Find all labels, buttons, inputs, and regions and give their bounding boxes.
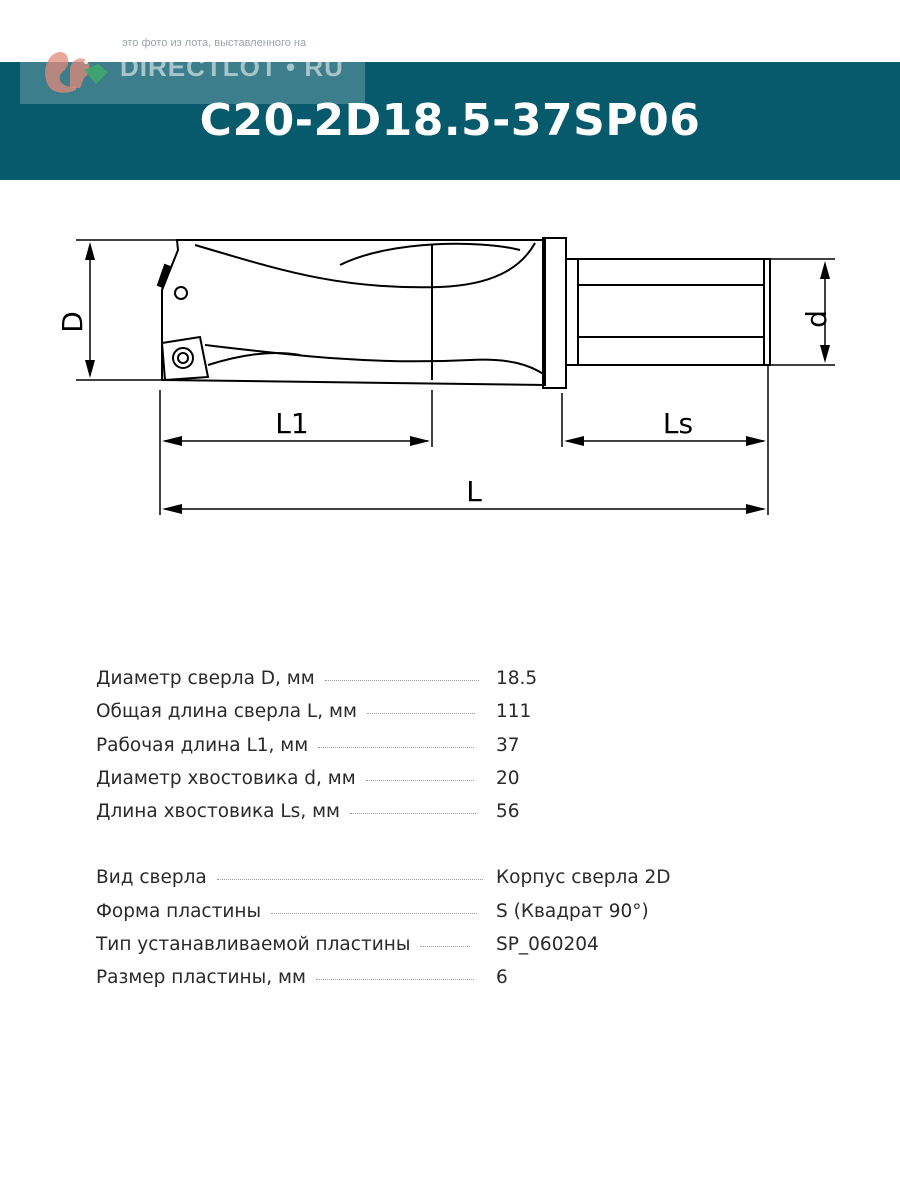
label-d: d <box>800 310 833 328</box>
label-D: D <box>56 311 89 333</box>
spec-value: 37 <box>496 734 520 756</box>
spec-leader-dots <box>420 946 470 947</box>
specs-table <box>96 668 816 1001</box>
spec-leader-dots <box>316 979 474 980</box>
drill-flange <box>543 238 566 388</box>
spec-leader-dots <box>350 813 476 814</box>
spec-leader-dots <box>367 713 475 714</box>
spec-label: Общая длина сверла L, мм <box>96 701 357 723</box>
spec-leader-dots <box>217 879 483 880</box>
spec-row <box>96 768 816 801</box>
spec-row <box>96 735 816 768</box>
spec-value: 18.5 <box>496 668 538 689</box>
spec-row <box>96 967 816 1000</box>
spec-label: Форма пластины <box>96 900 262 922</box>
label-Ls: Ls <box>662 407 694 440</box>
spec-value: 20 <box>496 767 520 789</box>
spec-row <box>96 668 816 701</box>
spec-label: Вид сверла <box>96 867 207 889</box>
spec-leader-dots <box>325 680 479 681</box>
spec-value: 56 <box>496 801 520 823</box>
spec-label: Рабочая длина L1, мм <box>96 734 309 756</box>
spec-value: 111 <box>496 701 532 723</box>
spec-label: Диаметр сверла D, мм <box>96 668 315 689</box>
spec-label: Длина хвостовика Ls, мм <box>96 801 340 823</box>
watermark-brand: DIRECTLOT • RU <box>120 52 344 82</box>
spec-value: SP_060204 <box>496 934 599 956</box>
squirrel-logo-icon <box>40 38 110 96</box>
label-L: L <box>466 475 482 508</box>
label-L1: L1 <box>275 407 309 440</box>
watermark-caption: это фото из лота, выставленного на <box>122 37 307 49</box>
spec-value: Корпус сверла 2D <box>496 867 671 889</box>
spec-row <box>96 701 816 734</box>
spec-label: Тип устанавливаемой пластины <box>96 934 411 956</box>
spec-row <box>96 901 816 934</box>
spec-value: S (Квадрат 90°) <box>496 900 649 922</box>
drill-technical-drawing <box>40 215 860 535</box>
group-spacer <box>96 834 816 867</box>
spec-leader-dots <box>318 747 474 748</box>
spec-label: Диаметр хвостовика d, мм <box>96 767 356 789</box>
spec-row <box>96 801 816 834</box>
spec-row <box>96 934 816 967</box>
drill-shank <box>566 259 770 365</box>
drill-body-outline <box>162 240 545 385</box>
spec-label: Размер пластины, мм <box>96 967 306 989</box>
spec-value: 6 <box>496 967 508 989</box>
page-title: C20-2D18.5-37SP06 <box>199 95 701 146</box>
spec-row <box>96 867 816 900</box>
spec-leader-dots <box>271 913 477 914</box>
spec-leader-dots <box>366 780 474 781</box>
